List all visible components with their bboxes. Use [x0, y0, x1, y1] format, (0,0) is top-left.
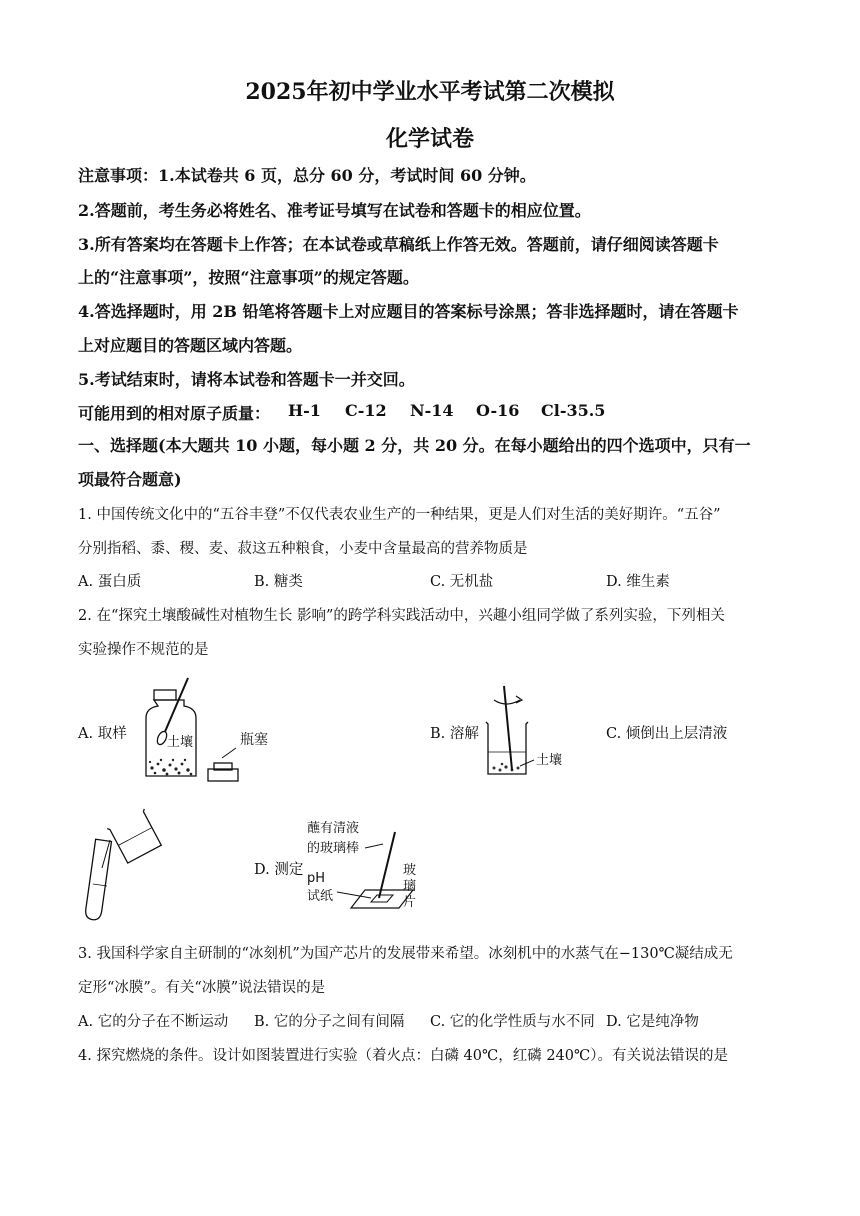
fig-b-soil-label: 土壤 [536, 753, 563, 768]
q1-option-b: B. 糖类 [254, 574, 303, 590]
figure-ph-test [303, 818, 423, 922]
note-5: 5.考试结束时，请将本试卷和答题卡一并交回。 [78, 370, 415, 389]
q3-option-b: B. 它的分子之间有间隔 [254, 1014, 405, 1030]
figure-pouring [76, 806, 186, 924]
q2-option-a: A. 取样 [78, 726, 127, 742]
figure-dissolving [478, 680, 588, 780]
q1-option-c: C. 无机盐 [430, 574, 494, 590]
fig-d-ph-label: pH [307, 871, 326, 886]
section-1-line1: 一、选择题(本大题共 10 小题，每小题 2 分，共 20 分。在每小题给出的四个选项中，只有一 [78, 436, 751, 455]
fig-a-soil-label: 土壤 [167, 735, 194, 750]
note-3-line1: 3.所有答案均在答题卡上作答；在本试卷或草稿纸上作答无效。答题前，请仔细阅读答题卡 [78, 235, 719, 254]
q2-option-d: D. 测定 [254, 862, 304, 878]
fig-d-paper-label: 试纸 [307, 889, 334, 904]
fig-d-glass-label-3: 片 [403, 895, 417, 910]
q3-option-a: A. 它的分子在不断运动 [78, 1014, 229, 1030]
exam-title: 2025年初中学业水平考试第二次模拟 [245, 79, 615, 105]
atomic-mass-c: C-12 [345, 401, 387, 420]
q1-option-a: A. 蛋白质 [78, 574, 142, 590]
fig-a-stopper-label: 瓶塞 [240, 732, 268, 748]
exam-subject: 化学试卷 [385, 126, 474, 152]
atomic-mass-h: H-1 [288, 401, 321, 420]
question-1-line2: 分别指稻、黍、稷、麦、菽这五种粮食，小麦中含量最高的营养物质是 [78, 541, 528, 557]
q2-option-c: C. 倾倒出上层清液 [606, 726, 728, 742]
figure-sampling [140, 676, 290, 786]
q3-option-d: D. 它是纯净物 [606, 1014, 699, 1030]
note-4-line2: 上对应题目的答题区域内答题。 [78, 336, 303, 355]
note-1: 注意事项：1.本试卷共 6 页，总分 60 分，考试时间 60 分钟。 [78, 166, 536, 185]
atomic-mass-cl: Cl-35.5 [541, 401, 606, 420]
note-3-line2: 上的“注意事项”，按照“注意事项”的规定答题。 [78, 268, 419, 287]
fig-d-glass-label-2: 璃 [403, 879, 417, 894]
atomic-mass-n: N-14 [410, 401, 454, 420]
q3-option-c: C. 它的化学性质与水不同 [430, 1014, 595, 1030]
question-4-line1: 4. 探究燃烧的条件。设计如图装置进行实验（着火点：白磷 40℃，红磷 240℃）。有关说法错误的是 [78, 1048, 728, 1064]
q2-option-b: B. 溶解 [430, 726, 479, 742]
question-2-line1: 2. 在“探究土壤酸碱性对植物生长 影响”的跨学科实践活动中，兴趣小组同学做了系列实验，下列相关 [78, 608, 725, 624]
fig-d-glass-label-1: 玻 [403, 863, 417, 878]
question-3-line1: 3. 我国科学家自主研制的“冰刻机”为国产芯片的发展带来希望。冰刻机中的水蒸气在−130℃凝结成无 [78, 946, 733, 962]
note-2: 2.答题前，考生务必将姓名、准考证号填写在试卷和答题卡的相应位置。 [78, 201, 591, 220]
question-2-line2: 实验操作不规范的是 [78, 642, 209, 658]
atomic-mass-label: 可能用到的相对原子质量： [78, 404, 271, 423]
question-3-line2: 定形“冰膜”。有关“冰膜”说法错误的是 [78, 980, 326, 996]
question-1-line1: 1. 中国传统文化中的“五谷丰登”不仅代表农业生产的一种结果，更是人们对生活的美好期许。“五谷” [78, 507, 721, 523]
q1-option-d: D. 维生素 [606, 574, 670, 590]
note-4-line1: 4.答选择题时，用 2B 铅笔将答题卡上对应题目的答案标号涂黑；答非选择题时，请在答题卡 [78, 302, 739, 321]
atomic-mass-o: O-16 [476, 401, 520, 420]
fig-d-rod-label-2: 的玻璃棒 [307, 841, 360, 856]
section-1-line2: 项最符合题意) [78, 470, 182, 489]
fig-d-rod-label-1: 蘸有清液 [307, 821, 360, 836]
